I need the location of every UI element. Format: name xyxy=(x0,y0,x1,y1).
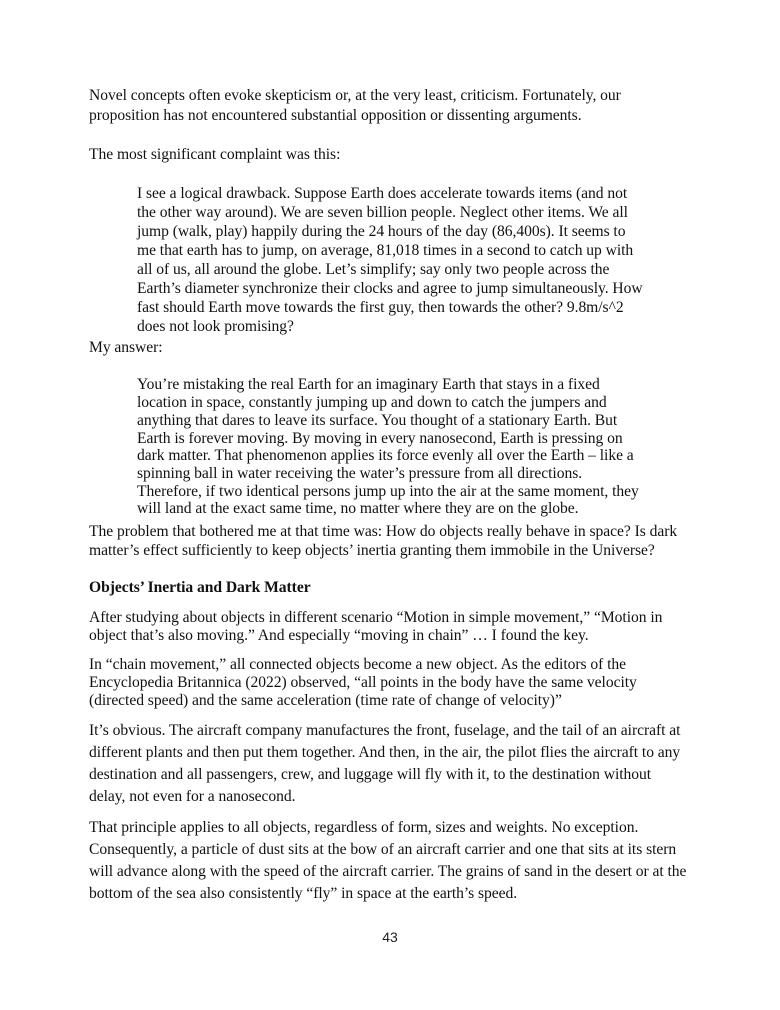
quote-line: me that earth has to jump, on average, 81,018 times in a second to catch up with xyxy=(137,242,634,259)
quote-line: all of us, all around the globe. Let’s simplify; say only two people across the xyxy=(137,261,610,278)
quote-line: jump (walk, play) happily during the 24 hours of the day (86,400s). It seems to xyxy=(137,223,626,240)
quote-line: location in space, constantly jumping up and down to catch the jumpers and xyxy=(137,394,607,411)
quote-line: You’re mistaking the real Earth for an imaginary Earth that stays in a fixed xyxy=(137,376,600,393)
quote-line: Earth’s diameter synchronize their clocks and agree to jump simultaneously. How xyxy=(137,280,643,297)
text-line: That principle applies to all objects, regardless of form, sizes and weights. No exception. xyxy=(89,819,639,836)
text-line: After studying about objects in different scenario “Motion in simple movement,” “Motion in xyxy=(89,609,663,626)
quote-line: fast should Earth move towards the first guy, then towards the other? 9.8m/s^2 xyxy=(137,299,624,316)
quote-line: will land at the exact same time, no matter where they are on the globe. xyxy=(137,500,579,517)
text-line: My answer: xyxy=(89,339,163,356)
text-line: Novel concepts often evoke skepticism or, at the very least, criticism. Fortunately, our xyxy=(89,87,621,104)
text-line: (directed speed) and the same acceleration (time rate of change of velocity)” xyxy=(89,692,562,709)
page-number: 43 xyxy=(382,929,398,945)
quote-line: dark matter. That phenomenon applies its force evenly all over the Earth – like a xyxy=(137,447,634,464)
text-line: bottom of the sea also consistently “fly” in space at the earth’s speed. xyxy=(89,885,518,902)
text-line: different plants and then put them together. And then, in the air, the pilot flies the aircraft to any xyxy=(89,744,681,761)
text-line: matter’s effect sufficiently to keep objects’ inertia granting them immobile in the Universe? xyxy=(89,542,655,559)
quote-line: does not look promising? xyxy=(137,318,294,335)
text-line: destination and all passengers, crew, and luggage will fly with it, to the destination without xyxy=(89,766,652,783)
text-line: proposition has not encountered substantial opposition or dissenting arguments. xyxy=(89,107,582,124)
text-line: delay, not even for a nanosecond. xyxy=(89,788,296,805)
quote-line: spinning ball in water receiving the water’s pressure from all directions. xyxy=(137,465,583,482)
quote-line: anything that dares to leave its surface. You thought of a stationary Earth. But xyxy=(137,412,618,429)
text-line: In “chain movement,” all connected objects become a new object. As the editors of the xyxy=(89,656,627,673)
text-line: object that’s also moving.” And especially “moving in chain” … I found the key. xyxy=(89,627,589,644)
text-line: It’s obvious. The aircraft company manufactures the front, fuselage, and the tail of an aircraft at xyxy=(89,722,681,739)
quote-line: Therefore, if two identical persons jump up into the air at the same moment, they xyxy=(137,483,639,500)
quote-line: I see a logical drawback. Suppose Earth does accelerate towards items (and not xyxy=(137,185,628,202)
text-line: The problem that bothered me at that time was: How do objects really behave in space? Is dark xyxy=(89,523,678,540)
text-line: will advance along with the speed of the aircraft carrier. The grains of sand in the desert or at the xyxy=(89,863,687,880)
heading-objects-inertia: Objects’ Inertia and Dark Matter xyxy=(89,579,311,596)
quote-line: Earth is forever moving. By moving in every nanosecond, Earth is pressing on xyxy=(137,430,623,447)
quote-line: the other way around). We are seven billion people. Neglect other items. We all xyxy=(137,204,628,221)
text-line: Consequently, a particle of dust sits at the bow of an aircraft carrier and one that sits at its stern xyxy=(89,841,677,858)
text-line: The most significant complaint was this: xyxy=(89,146,341,163)
text-line: Encyclopedia Britannica (2022) observed, “all points in the body have the same velocity xyxy=(89,674,637,691)
